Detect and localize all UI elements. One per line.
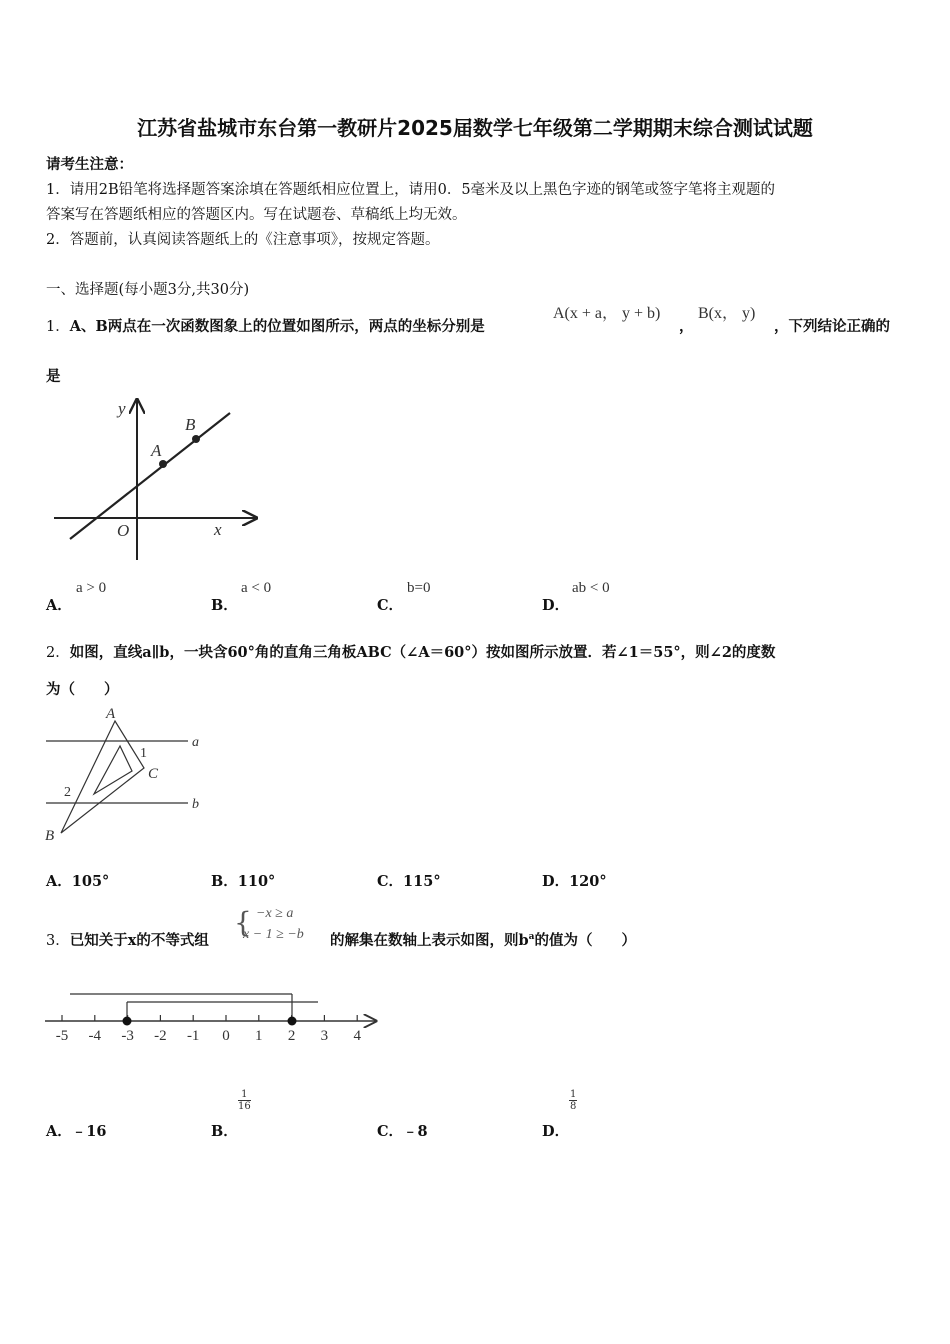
point-a-label: A <box>151 441 162 460</box>
q3-text-a: 已知关于x的不等式组 <box>69 932 209 949</box>
q1-graph <box>50 395 265 565</box>
axis-tick-label: 1 <box>255 1028 263 1044</box>
q2-option-b-value: 110° <box>237 873 276 890</box>
q2-figure <box>40 700 210 850</box>
q3-option-c-value: ﹣8 <box>403 1123 428 1140</box>
function-line <box>70 413 230 539</box>
q1-number: 1． <box>46 319 70 335</box>
x-axis-label: x <box>214 520 222 539</box>
q3-brace: { <box>234 906 252 939</box>
section-heading: 一、选择题(每小题3分,共30分) <box>46 282 250 298</box>
notice-line-1b: 答案写在答题纸相应的答题区内。写在试题卷、草稿纸上均无效。 <box>46 207 467 223</box>
q1-coord-b: B(x， y) <box>698 305 756 322</box>
q3-text-c: 的值为（ ） <box>534 932 636 949</box>
q2-number: 2． <box>46 645 70 661</box>
q3-number-line <box>40 985 385 1050</box>
q3-stem-b <box>330 929 636 950</box>
q1-stem <box>46 315 485 336</box>
axis-tick-label: 2 <box>287 1028 296 1044</box>
q3-option-b-fraction <box>238 1089 251 1112</box>
notice-line-2: 2．答题前，认真阅读答题纸上的《注意事项》，按规定答题。 <box>46 232 440 248</box>
q2-option-c[interactable]: C．115° <box>377 873 441 890</box>
q1-coord-a: A(x + a， y + b) <box>553 305 661 322</box>
q2-option-c-value: 115° <box>403 873 441 890</box>
axis-tick-label: 0 <box>222 1028 230 1044</box>
q2-option-b[interactable]: B．110° <box>211 873 276 890</box>
q3-ineq-1: −x ≥ a <box>256 906 294 921</box>
q3-ineq-2: x − 1 ≥ −b <box>243 927 304 942</box>
point-b-label: B <box>185 415 196 434</box>
q1-text-a: A、B两点在一次函数图象上的位置如图所示，两点的坐标分别是 <box>69 318 485 335</box>
q3-stem-a <box>46 929 209 950</box>
q1-text-b: ，下列结论正确的 <box>774 318 890 335</box>
point-a-dot <box>159 460 167 468</box>
origin-label: O <box>117 521 130 540</box>
axis-tick-label: -2 <box>154 1028 167 1044</box>
q2-option-a[interactable]: A．105° <box>46 873 110 890</box>
axis-tick-label: 3 <box>320 1028 329 1044</box>
q3-option-c[interactable]: C．﹣8 <box>377 1123 428 1140</box>
y-axis-label: y <box>118 399 126 418</box>
q1-text-c: 是 <box>46 368 61 385</box>
q3-option-b-den: 16 <box>238 1101 251 1112</box>
q1-option-c[interactable]: C． <box>377 597 404 614</box>
q2-option-a-value: 105° <box>71 873 110 890</box>
q2-stem <box>46 641 775 662</box>
q2-text-b: 为（ ） <box>46 681 119 698</box>
q3-number: 3． <box>46 933 70 949</box>
q1-option-d[interactable]: D． <box>542 597 570 614</box>
label-a: A <box>106 706 116 722</box>
axis-tick-label: -3 <box>121 1028 134 1044</box>
q3-option-b[interactable]: B． <box>211 1123 238 1140</box>
q3-option-d-den: 8 <box>570 1101 577 1112</box>
axis-ticks <box>56 1015 362 1044</box>
q2-option-d-value: 120° <box>569 873 607 890</box>
line-a-label: a <box>192 735 199 750</box>
axis-tick-label: 4 <box>353 1028 361 1044</box>
q3-option-d-fraction <box>569 1089 577 1112</box>
q2-option-d[interactable]: D．120° <box>542 873 607 890</box>
q3-superscript: a <box>528 932 535 943</box>
angle-1-label: 1 <box>140 746 147 761</box>
q3-option-d[interactable]: D． <box>542 1123 570 1140</box>
axis-tick-label: -4 <box>88 1028 102 1044</box>
page-title: 江苏省盐城市东台第一教研片2025届数学七年级第二学期期末综合测试试题 <box>137 116 813 140</box>
triangle-outer <box>61 721 144 833</box>
notice-line-1a: 1．请用2B铅笔将选择题答案涂填在答题纸相应位置上，请用0．5毫米及以上黑色字迹的钢笔或签字笔将主观题的 <box>46 182 776 198</box>
q1-option-c-value: b=0 <box>407 580 431 596</box>
line-b-label: b <box>192 797 199 812</box>
q3-text-b: 的解集在数轴上表示如图，则b <box>330 932 529 949</box>
axis-tick-label: -1 <box>186 1028 200 1044</box>
q1-option-d-value: ab < 0 <box>572 580 610 596</box>
endpoint-left <box>123 1017 132 1026</box>
label-c: C <box>148 766 159 782</box>
q1-option-a[interactable]: A． <box>46 597 72 614</box>
q1-option-b-value: a < 0 <box>241 580 272 596</box>
q3-option-a[interactable]: A．﹣16 <box>46 1123 107 1140</box>
axis-tick-label: -5 <box>55 1028 69 1044</box>
angle-2-label: 2 <box>64 785 71 800</box>
endpoint-right <box>288 1017 297 1026</box>
label-b: B <box>45 828 55 844</box>
q2-text-a: 如图，直线a∥b，一块含60°角的直角三角板ABC（∠A＝60°）按如图所示放置．若∠1＝55°，则∠2的度数 <box>69 644 776 661</box>
q1-sep: ， <box>679 318 694 335</box>
notice-heading: 请考生注意： <box>46 156 133 173</box>
q3-option-b-num: 1 <box>238 1089 251 1101</box>
q1-option-a-value: a > 0 <box>76 580 107 596</box>
q1-option-b[interactable]: B． <box>211 597 238 614</box>
q3-option-d-num: 1 <box>570 1089 577 1100</box>
q3-option-a-value: ﹣16 <box>71 1123 107 1140</box>
point-b-dot <box>192 435 200 443</box>
